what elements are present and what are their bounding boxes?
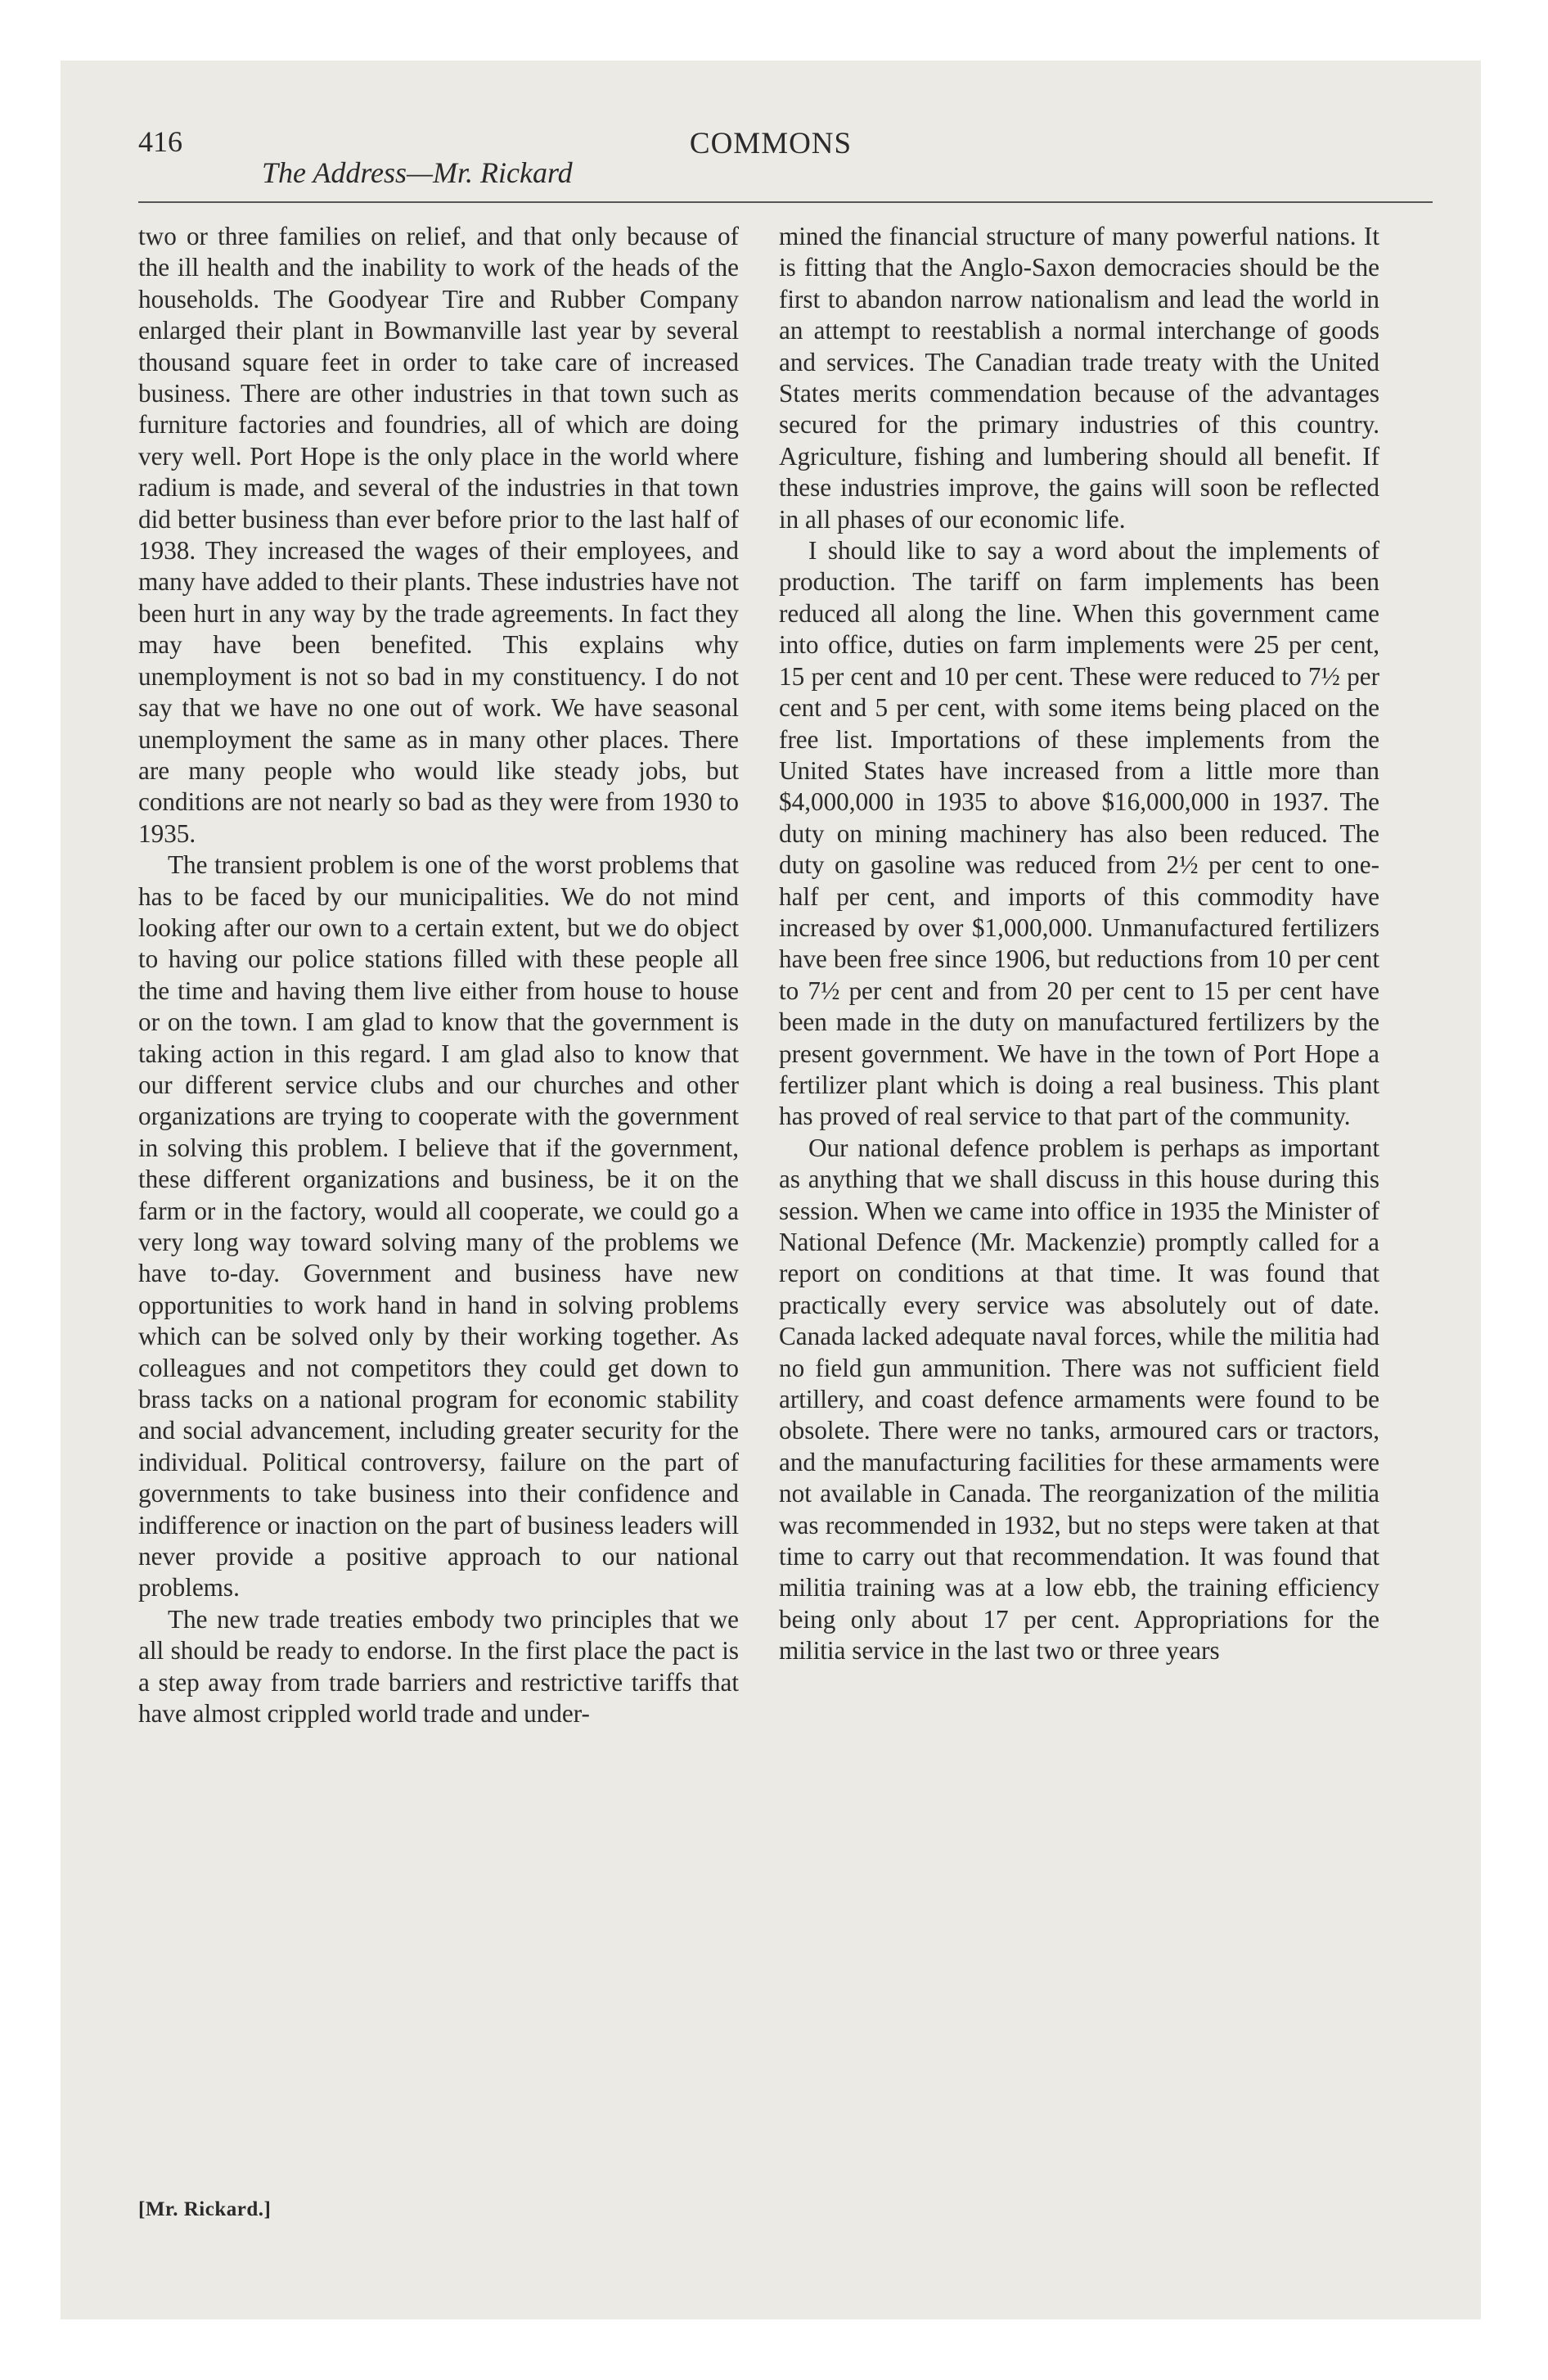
paragraph: mined the financial structure of many powerful nations. It is fitting that the Anglo-Saxon democracies should be the first to abandon narrow nationalism and lead the world in an attempt to reestablish a normal interchange of goods and services. The Canadian trade treaty with the United States merits commendation because of the advantages secured for the primary industries of this country. Agriculture, fishing and lumbering should all benefit. If these industries improve, the gains will soon be reflected in all phases of our economic life. bbox=[779, 222, 1379, 534]
chamber-title: COMMONS bbox=[689, 127, 853, 160]
speaker-tag: [Mr. Rickard.] bbox=[138, 2198, 272, 2220]
right-column bbox=[779, 221, 1379, 1667]
paragraph: Our national defence problem is perhaps as important as anything that we shall discuss in this house during this session. When we came into office in 1935 the Minister of National Defence (Mr. Mackenzie) promptly called for a report on conditions at that time. It was found that practically every service was absolutely out of date. Canada lacked adequate naval forces, while the militia had no field gun ammunition. There was not sufficient field artillery, and coast defence armaments were found to be obsolete. There were no tanks, armoured cars or tractors, and the manufacturing facilities for these armaments were not available in Canada. The reorganization of the militia was recommended in 1932, but no steps were taken at that time to carry out that recommendation. It was found that militia training was at a low ebb, the training efficiency being only about 17 per cent. Appropriations for the militia service in the last two or three years bbox=[779, 1133, 1379, 1666]
running-head: The Address—Mr. Rickard bbox=[262, 156, 573, 189]
paragraph: two or three families on relief, and that only because of the ill health and the inability to work of the heads of the households. The Goodyear Tire and Rubber Company enlarged their plant in Bowmanville last year by several thousand square feet in order to take care of increased business. There are other industries in that town such as furniture factories and foundries, all of which are doing very well. Port Hope is the only place in the world where radium is made, and several of the industries in that town did better business than ever before prior to the last half of 1938. They increased the wages of their employees, and many have added to their plants. These industries have not been hurt in any way by the trade agreements. In fact they may have been benefited. This explains why unemployment is not so bad in my constituency. I do not say that we have no one out of work. We have seasonal unemployment the same as in many other places. There are many people who would like steady jobs, but conditions are not nearly so bad as they were from 1930 to 1935. bbox=[138, 222, 739, 848]
left-column bbox=[138, 221, 739, 1730]
header-rule bbox=[138, 201, 1433, 203]
paragraph: The new trade treaties embody two principles that we all should be ready to endorse. In the first place the pact is a step away from trade barriers and restrictive tariffs that have almost crippled world trade and under- bbox=[138, 1604, 739, 1729]
paragraph: The transient problem is one of the worst problems that has to be faced by our municipalities. We do not mind looking after our own to a certain extent, but we do object to having our police stations filled with these people all the time and having them live either from house to house or on the town. I am glad to know that the government is taking action in this regard. I am glad also to know that our different service clubs and our churches and other organizations are trying to cooperate with the government in solving this problem. I believe that if the government, these different organizations and business, be it on the farm or in the factory, would all cooperate, we could go a very long way toward solving many of the problems we have to-day. Government and business have new opportunities to work hand in hand in solving problems which can be solved only by their working together. As colleagues and not competitors they could get down to brass tacks on a national program for economic stability and social advancement, including greater security for the individual. Political controversy, failure on the part of governments to take business into their confidence and indifference or inaction on the part of business leaders will never provide a positive approach to our national problems. bbox=[138, 850, 739, 1602]
page-number: 416 bbox=[138, 125, 182, 158]
document-page bbox=[61, 61, 1481, 2319]
paragraph: I should like to say a word about the implements of production. The tariff on farm implements has been reduced all along the line. When this government came into office, duties on farm implements were 25 per cent, 15 per cent and 10 per cent. These were reduced to 7½ per cent and 5 per cent, with some items being placed on the free list. Importations of these implements from the United States have increased from a little more than $4,000,000 in 1935 to above $16,000,000 in 1937. The duty on mining machinery has also been reduced. The duty on gasoline was reduced from 2½ per cent to one-half per cent, and imports of this commodity have increased by over $1,000,000. Unmanufactured fertilizers have been free since 1906, but reductions from 10 per cent to 7½ per cent and from 20 per cent to 15 per cent have been made in the duty on manufactured fertilizers by the present government. We have in the town of Port Hope a fertilizer plant which is doing a real business. This plant has proved of real service to that part of the community. bbox=[779, 536, 1379, 1131]
